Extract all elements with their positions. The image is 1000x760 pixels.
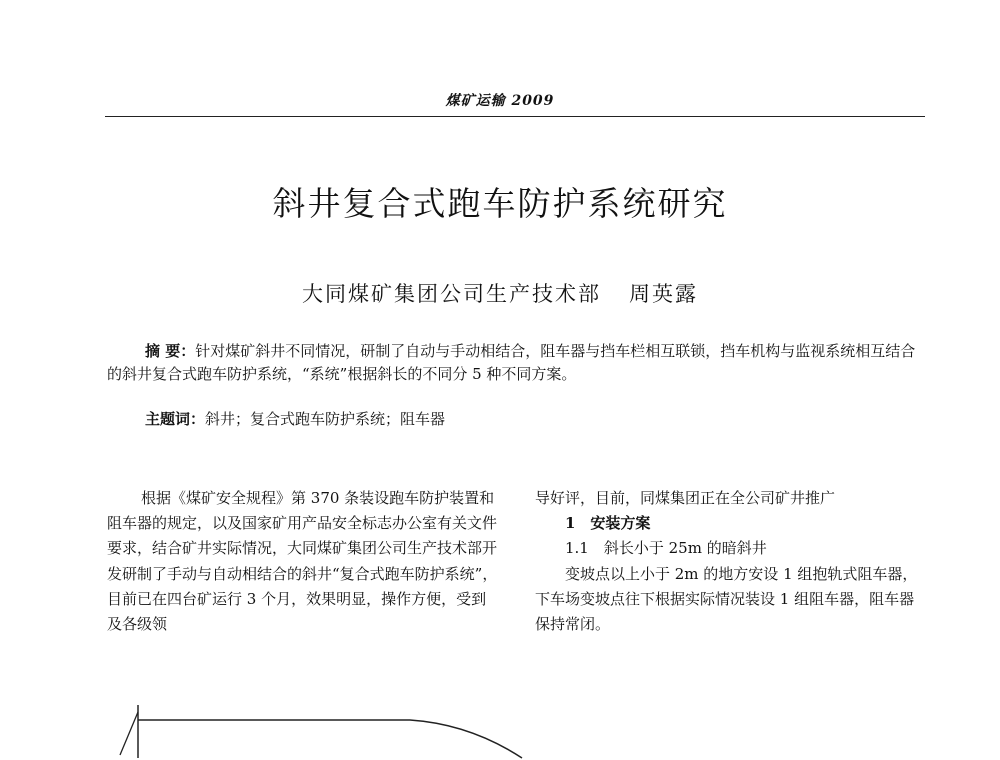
keywords	[145, 408, 925, 431]
subsection-heading: 1.1 斜长小于 25m 的暗斜井	[565, 539, 767, 558]
header-rule	[105, 116, 925, 117]
running-header: 煤矿运输 2009	[445, 93, 555, 109]
right-column	[535, 486, 927, 637]
abstract-label: 摘 要：	[145, 342, 196, 360]
abstract	[107, 340, 925, 386]
author-affiliation: 大同煤矿集团公司生产技术部	[302, 282, 601, 306]
paper-title: 斜井复合式跑车防护系统研究	[272, 184, 728, 223]
author-name: 周英露	[629, 282, 698, 306]
left-column-paragraph: 根据《煤矿安全规程》第 370 条装设跑车防护装置和阻车器的规定，以及国家矿用产品安全标志办公室有关文件要求，结合矿井实际情况，大同煤矿集团公司生产技术部开发研制了手动与自动相结合的斜井“复合式跑车防护系统”，目前已在四台矿运行 3 个月，效果明显，操作方便，受到及各级领	[107, 489, 498, 634]
keywords-label: 主题词：	[145, 410, 206, 428]
keywords-text: 斜井；复合式跑车防护系统；阻车器	[205, 410, 446, 428]
right-column-continuation: 导好评，目前，同煤集团正在全公司矿井推广	[535, 489, 836, 507]
section-heading: 1 安装方案	[565, 514, 651, 533]
author-line	[0, 278, 1000, 308]
abstract-text: 针对煤矿斜井不同情况，研制了自动与手动相结合，阻车器与挡车栏相互联锁，挡车机构与监视系统相互结合的斜井复合式跑车防护系统，“系统”根据斜长的不同分 5 种不同方案。	[107, 342, 916, 383]
figure-fragment	[110, 700, 530, 760]
right-column-paragraph: 变坡点以上小于 2m 的地方安设 1 组抱轨式阻车器，下车场变坡点往下根据实际情况装设 1 组阻车器，阻车器保持常闭。	[535, 564, 918, 634]
